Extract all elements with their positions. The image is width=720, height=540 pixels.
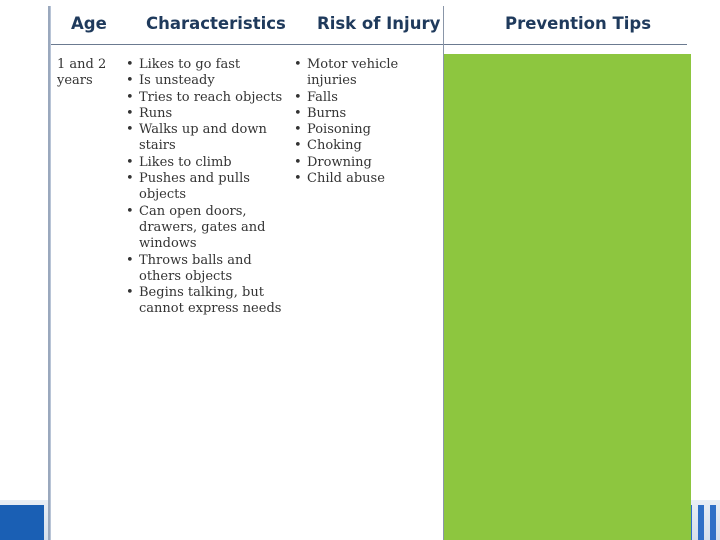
table-header-row xyxy=(51,6,687,45)
header-prevention-tips: Prevention Tips xyxy=(505,14,652,33)
list-item: • Likes to go fast xyxy=(125,57,285,73)
list-item: • Child abuse xyxy=(293,171,443,187)
age-cell: 1 and 2 years xyxy=(57,57,107,89)
header-age: Age xyxy=(71,14,107,33)
list-item: • Runs xyxy=(125,106,285,122)
header-risk-of-injury: Risk of Injury xyxy=(317,14,441,33)
list-item: • Walks up and down stairs xyxy=(125,122,285,155)
list-item: • Drowning xyxy=(293,155,443,171)
list-item: • Poisoning xyxy=(293,122,443,138)
list-item: • Likes to climb xyxy=(125,155,285,171)
list-item: • Is unsteady xyxy=(125,73,285,89)
list-item: • Can open doors, drawers, gates and windows xyxy=(125,204,285,253)
corner-bar xyxy=(698,505,704,540)
list-item: • Burns xyxy=(293,106,443,122)
list-item: • Motor vehicle injuries xyxy=(293,57,443,90)
slide-logo-block xyxy=(0,505,44,540)
list-item: • Throws balls and others objects xyxy=(125,253,285,286)
list-item: • Tries to reach objects xyxy=(125,90,285,106)
list-item: • Begins talking, but cannot express needs xyxy=(125,285,285,318)
characteristics-list xyxy=(125,57,285,318)
header-characteristics: Characteristics xyxy=(146,14,286,33)
list-item: • Pushes and pulls objects xyxy=(125,171,285,204)
corner-bar xyxy=(710,505,716,540)
injury-risk-table xyxy=(50,6,691,540)
list-item: • Choking xyxy=(293,138,443,154)
list-item: • Falls xyxy=(293,90,443,106)
prevention-tips-cell xyxy=(444,54,691,540)
risk-of-injury-list xyxy=(293,57,443,187)
